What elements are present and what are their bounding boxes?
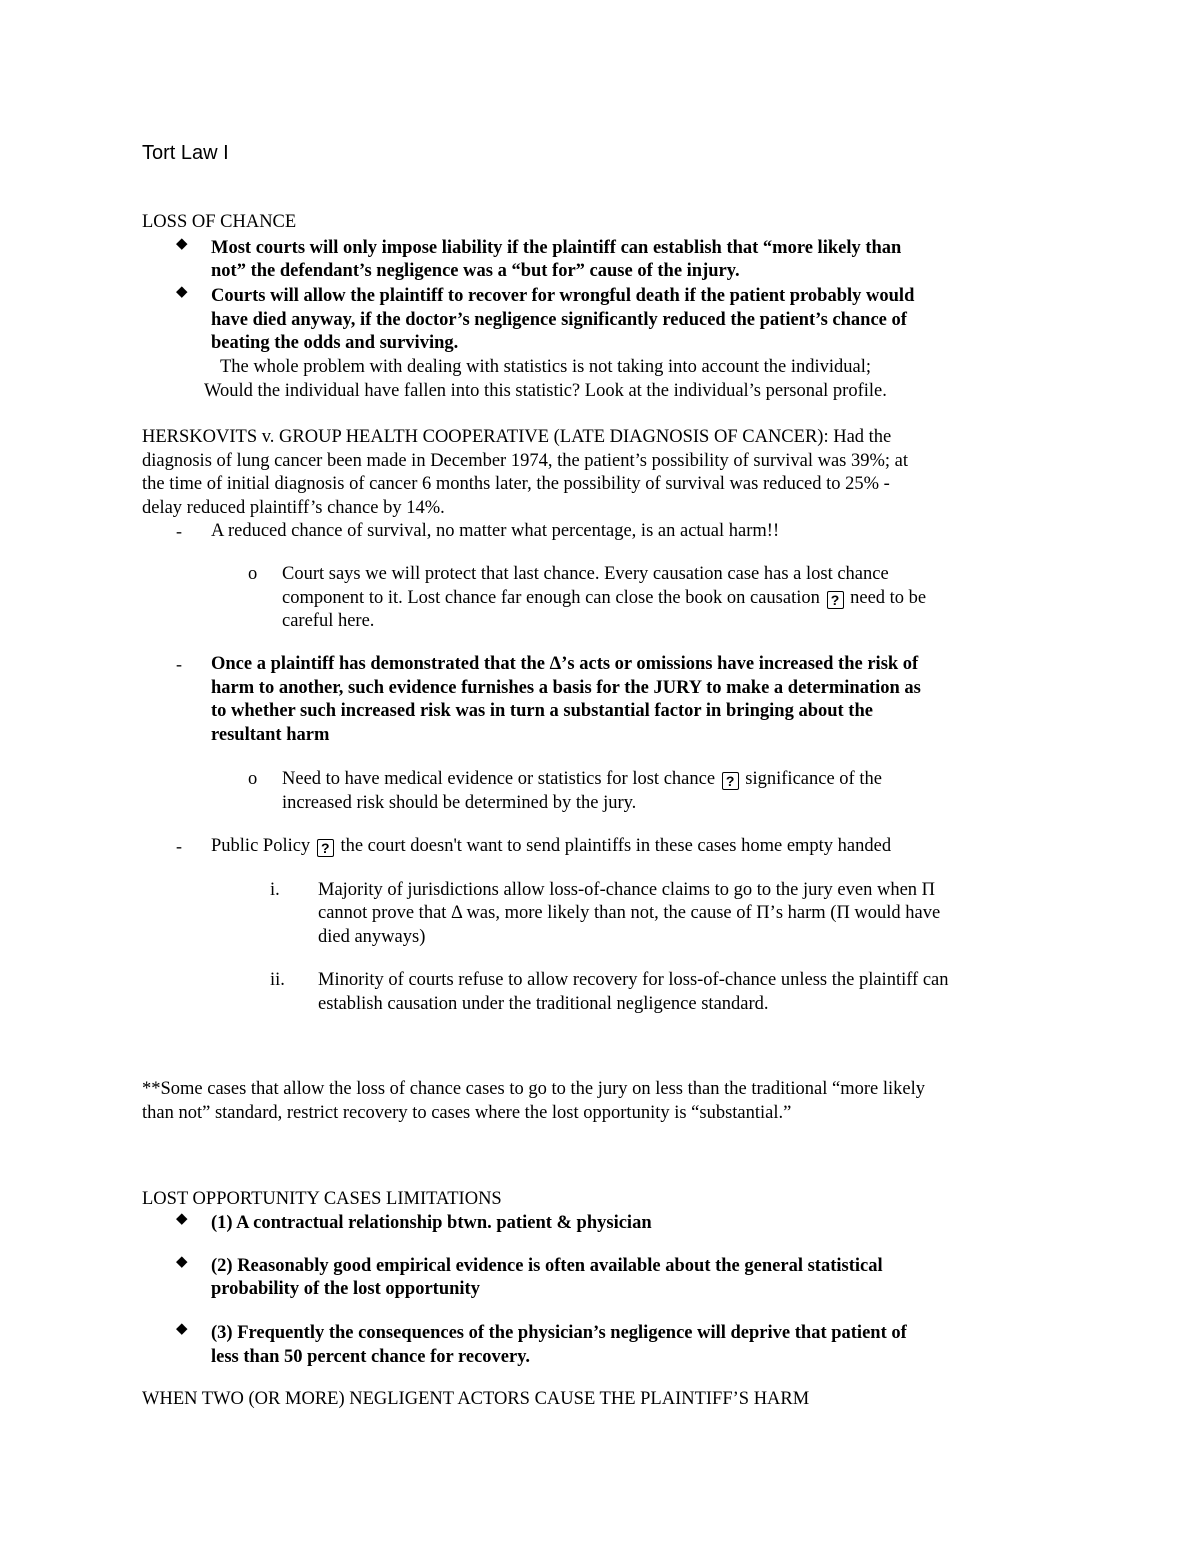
roman-numeral: i. xyxy=(270,880,280,900)
dash-item-text: resultant harm xyxy=(211,725,330,745)
sub-item-text: Court says we will protect that last chance. Every causation case has a lost chance xyxy=(282,564,889,584)
unknown-glyph-box-icon: ? xyxy=(827,591,844,609)
section-heading-loss-of-chance: LOSS OF CHANCE xyxy=(142,212,297,232)
bullet-text: Most courts will only impose liability if the plaintiff can establish that “more likely than xyxy=(211,238,902,258)
roman-item-text: cannot prove that Δ was, more likely than not, the cause of Π’s harm (Π would have xyxy=(318,903,941,923)
diamond-bullet-icon: ◆ xyxy=(176,1321,188,1337)
circle-o-bullet-icon: o xyxy=(248,769,258,789)
roman-item-text: Minority of courts refuse to allow recovery for loss-of-chance unless the plaintiff can xyxy=(318,970,949,990)
dash-item-text: harm to another, such evidence furnishes a basis for the JURY to make a determination as xyxy=(211,678,921,698)
roman-item-text: establish causation under the traditional negligence standard. xyxy=(318,994,769,1014)
unknown-glyph-box-icon: ? xyxy=(722,772,739,790)
roman-item-text: died anyways) xyxy=(318,927,426,947)
case-paragraph: HERSKOVITS v. GROUP HEALTH COOPERATIVE (LATE DIAGNOSIS OF CANCER): Had the xyxy=(142,427,892,447)
dash-bullet: - xyxy=(176,654,182,674)
dash-item-text: A reduced chance of survival, no matter what percentage, is an actual harm!! xyxy=(211,521,780,541)
bullet-text: probability of the lost opportunity xyxy=(211,1279,480,1299)
footnote-text: than not” standard, restrict recovery to cases where the lost opportunity is “substantial.” xyxy=(142,1103,792,1123)
diamond-bullet-icon: ◆ xyxy=(176,1254,188,1270)
roman-item-text: Majority of jurisdictions allow loss-of-chance claims to go to the jury even when Π xyxy=(318,880,936,900)
dash-item-text: Once a plaintiff has demonstrated that the Δ’s acts or omissions have increased the risk of xyxy=(211,654,919,674)
dash-item-text: to whether such increased risk was in turn a substantial factor in bringing about the xyxy=(211,701,873,721)
bullet-text: (2) Reasonably good empirical evidence is often available about the general statistical xyxy=(211,1256,883,1276)
sub-item-text: increased risk should be determined by the jury. xyxy=(282,793,637,813)
case-paragraph: the time of initial diagnosis of cancer 6 months later, the possibility of survival was reduced to 25% - xyxy=(142,474,890,494)
sub-item-text: Need to have medical evidence or statistics for lost chance ? significance of the xyxy=(282,769,882,789)
note-text: Would the individual have fallen into this statistic? Look at the individual’s personal profile. xyxy=(204,381,887,401)
sub-item-text: component to it. Lost chance far enough can close the book on causation ? need to be xyxy=(282,588,927,608)
section-heading-limitations: LOST OPPORTUNITY CASES LIMITATIONS xyxy=(142,1189,502,1209)
diamond-bullet-icon: ◆ xyxy=(176,1211,188,1227)
diamond-bullet-icon: ◆ xyxy=(176,284,188,300)
bullet-text: less than 50 percent chance for recovery. xyxy=(211,1347,531,1367)
section-heading-negligent-actors: WHEN TWO (OR MORE) NEGLIGENT ACTORS CAUSE THE PLAINTIFF’S HARM xyxy=(142,1389,810,1409)
document-title: Tort Law I xyxy=(142,142,229,164)
roman-numeral: ii. xyxy=(270,970,285,990)
unknown-glyph-box-icon: ? xyxy=(317,839,334,857)
sub-item-text: careful here. xyxy=(282,611,375,631)
dash-item-text: Public Policy ? the court doesn't want to send plaintiffs in these cases home empty handed xyxy=(211,836,892,856)
dash-bullet: - xyxy=(176,521,182,541)
diamond-bullet-icon: ◆ xyxy=(176,236,188,252)
bullet-text: Courts will allow the plaintiff to recover for wrongful death if the patient probably would xyxy=(211,286,915,306)
case-paragraph: diagnosis of lung cancer been made in December 1974, the patient’s possibility of survival was 39%; at xyxy=(142,451,909,471)
bullet-text: have died anyway, if the doctor’s negligence significantly reduced the patient’s chance of xyxy=(211,310,907,330)
footnote-text: **Some cases that allow the loss of chance cases to go to the jury on less than the traditional “more likely xyxy=(142,1079,925,1099)
bullet-text: beating the odds and surviving. xyxy=(211,333,459,353)
bullet-text: not” the defendant’s negligence was a “but for” cause of the injury. xyxy=(211,261,740,281)
circle-o-bullet-icon: o xyxy=(248,564,258,584)
dash-bullet: - xyxy=(176,836,182,856)
case-paragraph: delay reduced plaintiff’s chance by 14%. xyxy=(142,498,445,518)
bullet-text: (3) Frequently the consequences of the physician’s negligence will deprive that patient of xyxy=(211,1323,907,1343)
bullet-text: (1) A contractual relationship btwn. patient & physician xyxy=(211,1213,652,1233)
note-text: The whole problem with dealing with statistics is not taking into account the individual; xyxy=(220,357,871,377)
